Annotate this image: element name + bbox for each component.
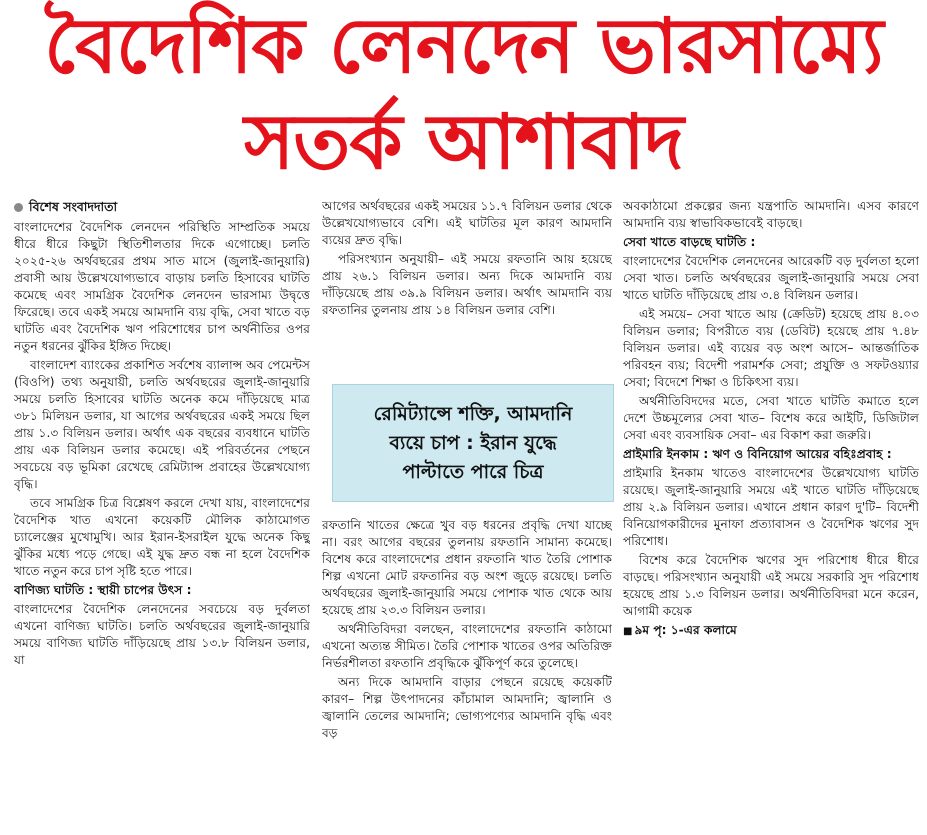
pull-quote-line-1: রেমিট্যান্সে শক্তি, আমদানি bbox=[373, 402, 573, 425]
subheading: বাণিজ্য ঘাটতি : স্থায়ী চাপের উৎস : bbox=[14, 583, 192, 597]
paragraph: বাংলাদেশের বৈদেশিক লেনদেনের সবচেয়ে বড় দুর্বলতা এখনো বাণিজ্য ঘাটতি। চলতি অর্থবছরের জুলাই-জানুয়ারি সময়ে বাণিজ্য ঘাটতি দাঁড়িয়েছে প্রায় ১৩.৮ বিলিয়ন ডলার, যা bbox=[14, 602, 310, 667]
pull-quote-line-3: পাল্টাতে পারে চিত্র bbox=[402, 460, 544, 483]
subheading: প্রাইমারি ইনকাম : ঋণ ও বিনিয়োগ আয়ের বহিঃপ্রবাহ : bbox=[623, 447, 892, 461]
paragraph: এই সময়ে– সেবা খাতে আয় (ক্রেডিট) হয়েছে প্রায় ৪.০৩ বিলিয়ন ডলার; বিপরীতে ব্যয় (ডেবিট) হয়েছে প্রায় ৭.৪৮ বিলিয়ন ডলার। এই ব্যয়ের বড় অংশ আসে– আন্তর্জাতিক পরিবহন ব্যয়; বিদেশী পরামর্শক সেবা; প্রযুক্তি ও সফটওয়্যার সেবা; বিদেশে শিক্ষা ও চিকিৎসা ব্যয়। bbox=[623, 307, 919, 389]
article-column-2-top bbox=[322, 198, 612, 358]
continued-jump-line bbox=[623, 622, 919, 640]
pull-quote-box bbox=[332, 384, 614, 502]
article-column-2-bottom bbox=[322, 517, 612, 830]
article-column-3 bbox=[623, 198, 919, 830]
bullet-icon bbox=[14, 203, 23, 212]
paragraph: বিশেষ করে বৈদেশিক ঋণের সুদ পরিশোধ ধীরে ধীরে বাড়ছে। পরিসংখ্যান অনুযায়ী এই সময়ে সরকারি সুদ পরিশোধ হয়েছে প্রায় ১.৩ বিলিয়ন ডলার। অর্থনীতিবিদরা মনে করেন, আগামী কয়েক bbox=[623, 553, 919, 618]
paragraph: অন্য দিকে আমদানি বাড়ার পেছনে রয়েছে কয়েকটি কারণ– শিল্প উৎপাদনের কাঁচামাল আমদানি; জ্বালানি ও জ্বালানি তেলের আমদানি; ভোগ্যপণ্যের আমদানি বৃদ্ধি এবং বড় bbox=[322, 675, 612, 740]
paragraph: বাংলাদেশের বৈদেশিক লেনদেন পরিস্থিতি সাম্প্রতিক সময়ে ধীরে ধীরে কিছুটা স্থিতিশীলতার দিকে এগোচ্ছে। চলতি ২০২৫-২৬ অর্থবছরের প্রথম সাত মাসে (জুলাই-জানুয়ারি) প্রবাসী আয় উল্লেখযোগ্যভাবে বাড়ায় চলতি হিসাবের ঘাটতি কমেছে এবং সামগ্রিক বৈদেশিক লেনদেন ভারসাম্য উদ্বৃত্তে ফিরেছে। তবে একই সময়ে আমদানি ব্যয় বৃদ্ধি, সেবা খাতে বড় ঘাটতি এবং বৈদেশিক ঋণ পরিশোধের চাপ অর্থনীতির ওপর নতুন ধরনের ঝুঁকির ইঙ্গিত দিচ্ছে। bbox=[14, 220, 310, 353]
paragraph: অর্থনীতিবিদরা বলছেন, বাংলাদেশের রফতানি কাঠামো এখনো অত্যন্ত সীমিত। তৈরি পোশাক খাতের ওপর অতিরিক্ত নির্ভরশীলতা রফতানি প্রবৃদ্ধিকে ঝুঁকিপূর্ণ করে তুলেছে। bbox=[322, 622, 612, 670]
square-bullet-icon: ■ bbox=[623, 626, 633, 637]
headline-line-1: বৈদেশিক লেনদেন ভারসাম্যে bbox=[44, 1, 883, 90]
pull-quote-line-2: ব্যয়ে চাপ : ইরান যুদ্ধে bbox=[389, 431, 557, 454]
byline-text: বিশেষ সংবাদদাতা bbox=[29, 199, 118, 214]
paragraph: প্রাইমারি ইনকাম খাতেও বাংলাদেশের উল্লেখযোগ্য ঘাটতি রয়েছে। জুলাই-জানুয়ারি সময়ে এই খাতে ঘাটতি দাঁড়িয়েছে প্রায় ২.৯ বিলিয়ন ডলার। এখানে প্রধান কারণ দু'টি– বিদেশী বিনিয়োগকারীদের মুনাফা প্রত্যাবাসন ও বৈদেশিক ঋণের সুদ পরিশোধ। bbox=[623, 466, 919, 548]
paragraph: বাংলাদেশ ব্যাংকের প্রকাশিত সর্বশেষ ব্যালান্স অব পেমেন্টস (বিওপি) তথ্য অনুযায়ী, চলতি অর্থবছরের জুলাই-জানুয়ারি সময়ে চলতি হিসাবের ঘাটতি অনেক কমে দাঁড়িয়েছে মাত্র ৩৮১ মিলিয়ন ডলার, যা আগের অর্থবছরের একই সময়ে ছিল প্রায় ১.৩ বিলিয়ন ডলার। অর্থাৎ এক বছরের ব্যবধানে ঘাটতি প্রায় এক বিলিয়ন ডলার কমেছে। এই পরিবর্তনের পেছনে সবচেয়ে বড় ভূমিকা রেখেছে রেমিট্যান্স প্রবাহের উল্লেখযোগ্য বৃদ্ধি। bbox=[14, 358, 310, 491]
paragraph: অর্থনীতিবিদদের মতে, সেবা খাতে ঘাটতি কমাতে হলে দেশে উচ্চমূল্যের সেবা খাত– বিশেষ করে আইটি, ডিজিটাল সেবা এবং ব্যবসায়িক সেবা– এর বিকাশ করা জরুরি। bbox=[623, 394, 919, 442]
paragraph: বাংলাদেশের বৈদেশিক লেনদেনের আরেকটি বড় দুর্বলতা হলো সেবা খাত। চলতি অর্থবছরের জুলাই-জানুয়ারি সময়ে সেবা খাতে ঘাটতি দাঁড়িয়েছে প্রায় ৩.৪ বিলিয়ন ডলার। bbox=[623, 254, 919, 302]
paragraph: অবকাঠামো প্রকল্পের জন্য যন্ত্রপাতি আমদানি। এসব কারণে আমদানি ব্যয় স্বাভাবিকভাবেই বাড়ছে। bbox=[623, 199, 919, 230]
headline-line-2: সতর্ক আশাবাদ bbox=[244, 97, 683, 186]
continued-jump-text: ৯ম পৃ: ১-এর কলামে bbox=[634, 623, 737, 637]
subheading: সেবা খাতে বাড়ছে ঘাটতি : bbox=[623, 235, 756, 249]
paragraph: পরিসংখ্যান অনুযায়ী– এই সময়ে রফতানি আয় হয়েছে প্রায় ২৬.১ বিলিয়ন ডলার। অন্য দিকে আমদানি ব্যয় দাঁড়িয়েছে প্রায় ৩৯.৯ বিলিয়ন ডলার। অর্থাৎ আমদানি ব্যয় রফতানির তুলনায় প্রায় ১৪ বিলিয়ন ডলার বেশি। bbox=[322, 252, 612, 317]
paragraph: আগের অর্থবছরের একই সময়ের ১১.৭ বিলিয়ন ডলার থেকে উল্লেখযোগ্যভাবে বেশি। এই ঘাটতির মূল কারণ আমদানি ব্যয়ের দ্রুত বৃদ্ধি। bbox=[322, 199, 612, 247]
article-column-1 bbox=[14, 198, 310, 830]
byline bbox=[14, 198, 310, 215]
paragraph: রফতানি খাতের ক্ষেত্রে খুব বড় ধরনের প্রবৃদ্ধি দেখা যাচ্ছে না। বরং আগের বছরের তুলনায় রফতানি সামান্য কমেছে। বিশেষ করে বাংলাদেশের প্রধান রফতানি খাত তৈরি পোশাক শিল্প এখনো মোট রফতানির বড় অংশ জুড়ে রয়েছে। চলতি অর্থবছরের জুলাই-জানুয়ারি সময়ে পোশাক খাত থেকে আয় হয়েছে প্রায় ২৩.৩ বিলিয়ন ডলার। bbox=[322, 518, 612, 617]
paragraph: তবে সামগ্রিক চিত্র বিশ্লেষণ করলে দেখা যায়, বাংলাদেশের বৈদেশিক খাত এখনো কয়েকটি মৌলিক কাঠামোগত চ্যালেঞ্জের মুখোমুখি। আর ইরান-ইসরাইল যুদ্ধে অনেক কিছু ঝুঁকির মধ্যে পড়ে গেছে। এই যুদ্ধ দ্রুত বন্ধ না হলে বৈদেশিক খাতে নতুন করে চাপ সৃষ্টি হতে পারে। bbox=[14, 496, 310, 578]
